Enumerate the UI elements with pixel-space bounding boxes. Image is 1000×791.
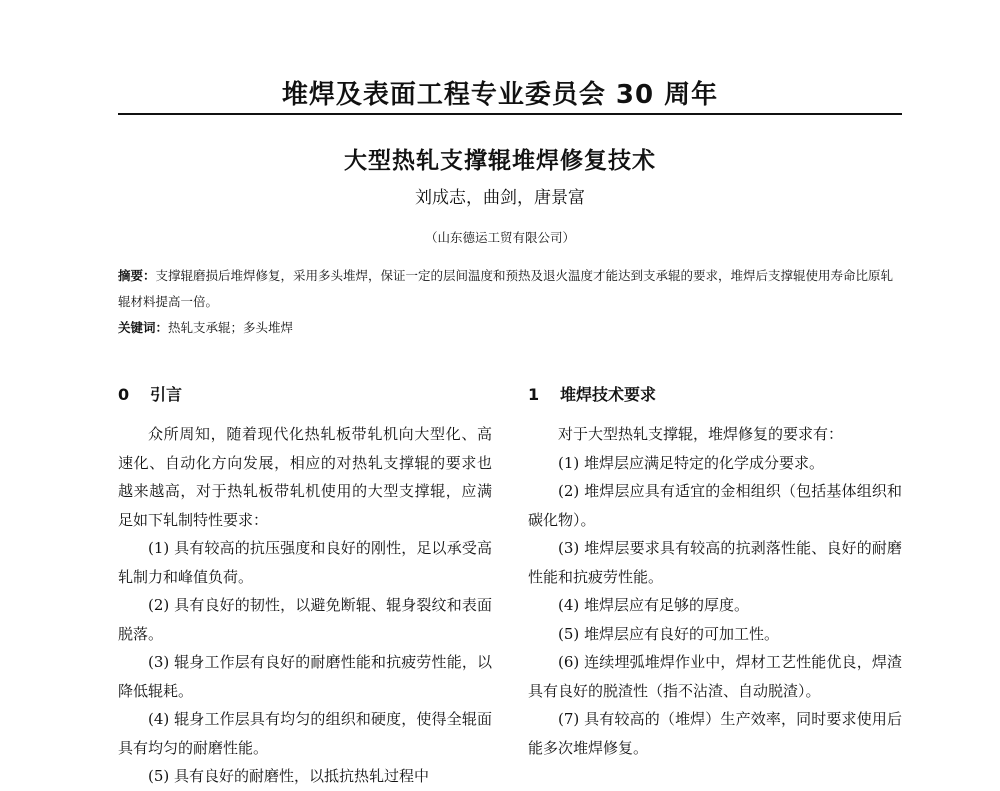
body-paragraph: (6) 连续埋弧堆焊作业中，焊材工艺性能优良，焊渣具有良好的脱渣性（指不沾渣、自动脱渣）。: [528, 653, 902, 700]
abstract-text: 支撑辊磨损后堆焊修复，采用多头堆焊，保证一定的层间温度和预热及退火温度才能达到支承辊的要求，堆焊后支撑辊使用寿命比原轧辊材料提高一倍。: [118, 268, 894, 309]
body-paragraph: (3) 辊身工作层有良好的耐磨性能和抗疲劳性能，以降低辊耗。: [118, 653, 492, 700]
paper-title: 大型热轧支撑辊堆焊修复技术: [344, 148, 656, 174]
left-column: [118, 381, 492, 791]
abstract-block: [118, 263, 902, 341]
body-paragraph: (4) 堆焊层应有足够的厚度。: [558, 596, 750, 614]
keywords-label: 关键词：: [118, 320, 169, 335]
body-paragraph: (5) 堆焊层应有良好的可加工性。: [558, 624, 780, 643]
body-paragraph: (4) 辊身工作层具有均匀的组织和硬度，使得全辊面具有均匀的耐磨性能。: [118, 710, 492, 757]
body-paragraph: 对于大型热轧支撑辊，堆焊修复的要求有：: [558, 425, 844, 443]
section-number: 0: [118, 385, 130, 404]
body-paragraph: (2) 具有良好的韧性，以避免断辊、辊身裂纹和表面脱落。: [118, 596, 492, 643]
body-paragraph: 众所周知，随着现代化热轧板带轧机向大型化、高速化、自动化方向发展，相应的对热轧支撑辊的要求也越来越高，对于热轧板带轧机使用的大型支撑辊，应满足如下轧制特性要求：: [118, 425, 492, 529]
journal-header-title: 堆焊及表面工程专业委员会 30 周年: [281, 80, 719, 110]
keywords-text: 热轧支承辊；多头堆焊: [168, 320, 294, 335]
keywords: [118, 315, 902, 341]
body-paragraph: (5) 具有良好的耐磨性，以抵抗热轧过程中: [148, 767, 430, 785]
body-paragraph: (7) 具有较高的（堆焊）生产效率，同时要求使用后能多次堆焊修复。: [528, 710, 902, 757]
section-number: 1: [528, 385, 540, 404]
section-heading-intro: [118, 381, 492, 411]
paper-authors: 刘成志，曲剑，唐景富: [415, 188, 585, 208]
body-paragraph: (1) 具有较高的抗压强度和良好的刚性，足以承受高轧制力和峰值负荷。: [118, 539, 492, 586]
paper-affiliation: （山东德运工贸有限公司）: [424, 230, 575, 245]
header-rule: [118, 113, 902, 115]
body-paragraph: (1) 堆焊层应满足特定的化学成分要求。: [558, 453, 825, 472]
abstract: [118, 263, 902, 315]
section-title: 引言: [150, 385, 183, 404]
right-column: [528, 381, 902, 762]
body-paragraph: (3) 堆焊层要求具有较高的抗剥落性能、良好的耐磨性能和抗疲劳性能。: [528, 539, 902, 586]
section-heading-requirements: [528, 381, 902, 411]
body-paragraph: (2) 堆焊层应具有适宜的金相组织（包括基体组织和碳化物）。: [528, 482, 902, 529]
abstract-label: 摘要：: [118, 268, 156, 283]
section-title: 堆焊技术要求: [560, 385, 657, 404]
